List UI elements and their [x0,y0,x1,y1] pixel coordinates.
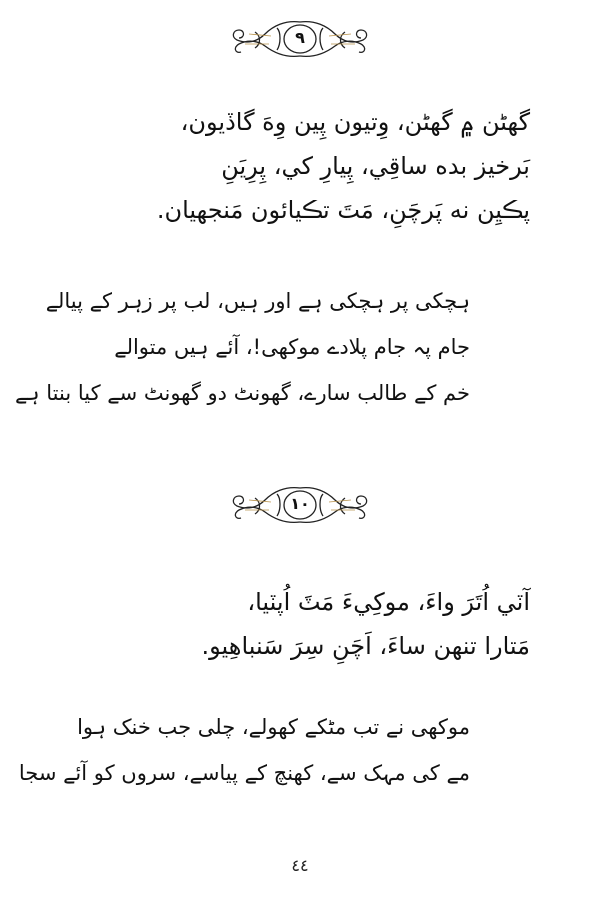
sindhi-verse-2 [70,580,530,668]
urdu-translation-2 [18,704,470,796]
verse-line: گھڻن ۾ گھڻن، وِتيون پِين وِهَ گاڏيون، [180,108,530,136]
sindhi-verse-1 [70,100,530,232]
verse-line: بَرخيز بده ساقِي، پِيارِ کي، پِرِيَنِ [221,152,530,180]
translation-line: موکھی نے تب مٹکے کھولے، چلی جب خنک ہوا [77,715,470,739]
urdu-translation-1 [15,278,470,416]
translation-line: مے کی مہک سے، کھنچ کے پیاسے، سروں کو آئے سجا [18,761,470,785]
verse-line: آٽي اُتَرَ واءَ، موکِيءَ مَٽَ اُپٽيا، [247,588,530,616]
translation-line: خم کے طالب سارے، گھونٹ دو گھونٹ سے کیا بنتا ہے [15,381,470,405]
verse-line: مَتارا تنهن ساءَ، اَچَنِ سِرَ سَنباهِيو. [201,632,530,660]
section-number: ٩ [295,28,305,47]
section-ornament-1 [225,14,375,64]
translation-line: ہچکی پر ہچکی ہے اور ہیں، لب پر زہر کے پیالے [45,289,470,313]
section-number: ١٠ [290,494,310,513]
page-number: ٤٤ [291,856,309,875]
verse-line: پڪيِن نه پَرچَنِ، مَتَ تڪيائون مَنجهيان. [156,196,530,224]
translation-line: جام پہ جام پلادے موکھی!، آئے ہیں متوالے [114,335,470,359]
section-ornament-2 [225,480,375,530]
